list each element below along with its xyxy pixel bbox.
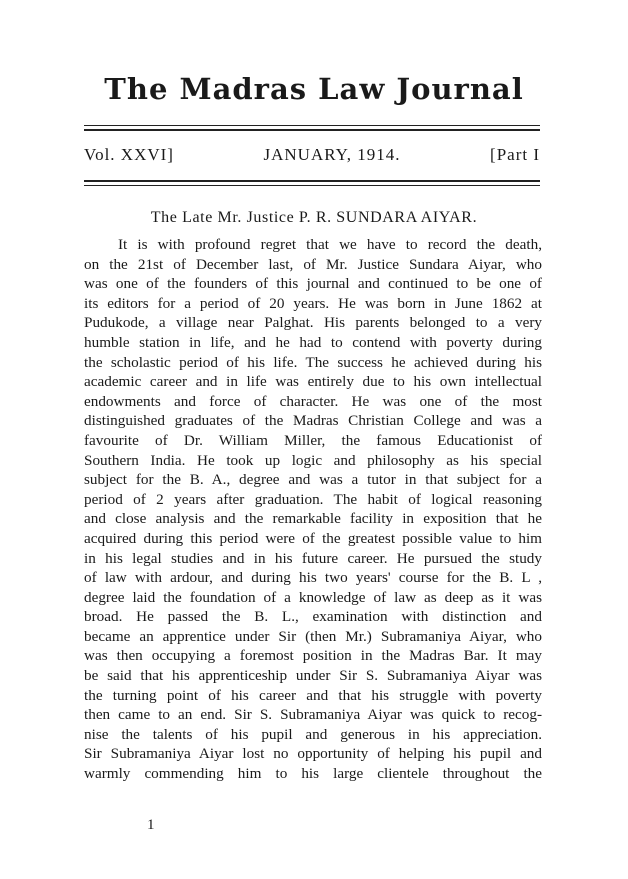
header-rule-top-thick (84, 129, 540, 131)
body-line: period of 2 years after graduation. The habit of logical reasoning (84, 490, 542, 508)
body-line: was one of the founders of this journal and continued to be one of (84, 275, 542, 293)
page-number: 1 (147, 817, 155, 833)
body-line: of law with ardour, and during his two years' course for the B. L , (84, 569, 542, 587)
body-line: distinguished graduates of the Madras Christian College and was a (84, 412, 542, 430)
issue-line (84, 145, 540, 165)
body-line: in his legal studies and in his future career. He pursued the study (84, 549, 542, 567)
body-line: then came to an end. Sir S. Subramaniya Aiyar was quick to recog- (84, 706, 542, 724)
body-line: It is with profound regret that we have to record the death, (118, 236, 542, 253)
body-line: academic career and in life was entirely due to his own intellectual (84, 373, 542, 391)
article-body (84, 235, 542, 784)
body-line: warmly commending him to his large clientele throughout the (84, 765, 542, 783)
body-line: its editors for a period of 20 years. He was born in June 1862 at (84, 294, 542, 312)
body-line: nise the talents of his pupil and generous in his appreciation. (84, 725, 542, 743)
body-line: humble station in life, and he had to contend with poverty during (84, 333, 542, 351)
header-rule-bottom (84, 185, 540, 186)
body-line: became an apprentice under Sir (then Mr.) Subramaniya Aiyar, who (84, 627, 542, 645)
body-line: subject for the B. A., degree and was a tutor in that subject for a (84, 471, 542, 489)
body-line: acquired during this period were of the greatest possible value to him (84, 529, 542, 547)
body-line: Southern India. He took up logic and philosophy as his special (84, 451, 542, 469)
body-line: the turning point of his career and that his struggle with poverty (84, 686, 542, 704)
body-line: be said that his apprenticeship under Sir S. Subramaniya Aiyar was (84, 667, 542, 685)
body-line: endowments and force of character. He was one of the most (84, 392, 542, 410)
body-line: and close analysis and the remarkable facility in exposition that he (84, 510, 542, 528)
header-rule-bottom-thick (84, 180, 540, 182)
body-line: broad. He passed the B. L., examination with distinction and (84, 608, 542, 626)
issue-date: JANUARY, 1914. (263, 145, 401, 164)
part-label: [Part I (490, 145, 540, 164)
body-line: favourite of Dr. William Miller, the famous Educationist of (84, 431, 542, 449)
volume-label: Vol. XXVI] (84, 145, 174, 164)
header-rule-top (84, 125, 540, 126)
journal-masthead: The Madras Law Journal (104, 72, 524, 106)
body-line: degree laid the foundation of a knowledge of law as deep as it was (84, 588, 542, 606)
article-title: The Late Mr. Justice P. R. SUNDARA AIYAR. (150, 209, 478, 226)
body-line: Pudukode, a village near Palghat. His parents belonged to a very (84, 314, 542, 332)
body-line: on the 21st of December last, of Mr. Justice Sundara Aiyar, who (84, 255, 542, 273)
body-line: Sir Subramaniya Aiyar lost no opportunity of helping his pupil and (84, 745, 542, 763)
body-line: was then occupying a foremost position in the Madras Bar. It may (84, 647, 542, 665)
body-line: the scholastic period of his life. The success he achieved during his (84, 353, 542, 371)
